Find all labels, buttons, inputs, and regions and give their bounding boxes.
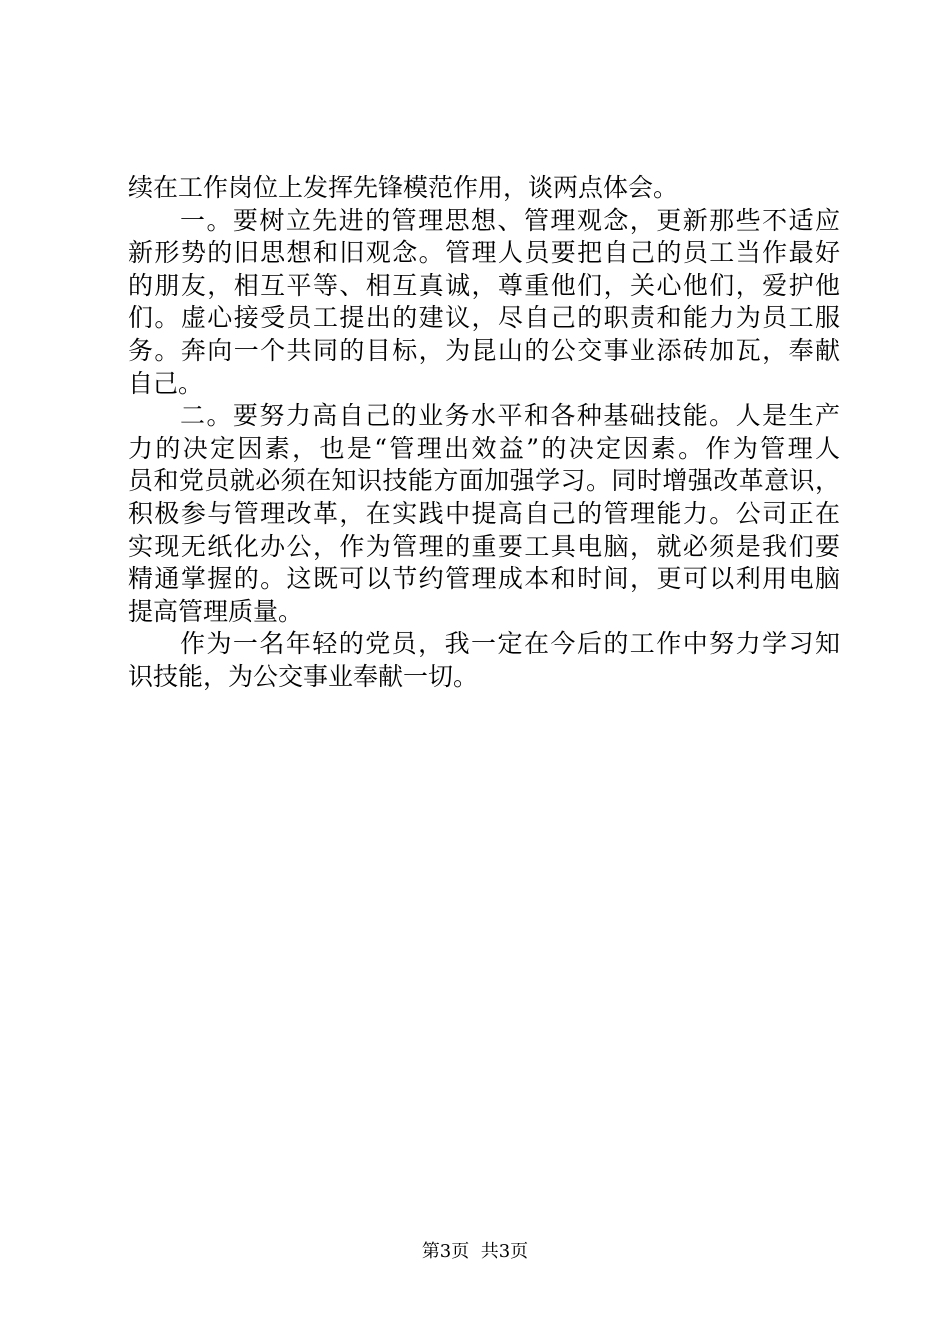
text-line: 们。虚心接受员工提出的建议，尽自己的职责和能力为员工服: [128, 303, 840, 333]
text-line: 作为一名年轻的党员，我一定在今后的工作中努力学习知: [180, 629, 840, 659]
text-line: 新形势的旧思想和旧观念。管理人员要把自己的员工当作最好: [128, 238, 840, 268]
paragraph: [128, 628, 840, 693]
paragraph: [128, 172, 840, 205]
text-line: 自己。: [128, 368, 204, 398]
text-line: 精通掌握的。这既可以节约管理成本和时间，更可以利用电脑: [128, 564, 840, 594]
text-line: 务。奔向一个共同的目标，为昆山的公交事业添砖加瓦，奉献: [128, 335, 840, 365]
paragraph: [128, 400, 840, 628]
text-line: 二。要努力高自己的业务水平和各种基础技能。人是生产: [180, 401, 840, 431]
text-line: 的朋友，相互平等、相互真诚，尊重他们，关心他们，爱护他: [128, 270, 840, 300]
page-footer: 第3页 共3页: [421, 1241, 529, 1262]
paragraph: [128, 205, 840, 401]
text-line: 一。要树立先进的管理思想、管理观念，更新那些不适应: [180, 205, 840, 235]
text-line: 力的决定因素，也是“管理出效益”的决定因素。作为管理人: [128, 433, 840, 463]
text-line: 提高管理质量。: [128, 596, 304, 626]
text-line: 实现无纸化办公，作为管理的重要工具电脑，就必须是我们要: [128, 531, 840, 561]
document-body: [128, 172, 840, 694]
text-line: 识技能，为公交事业奉献一切。: [128, 661, 479, 691]
text-line: 员和党员就必须在知识技能方面加强学习。同时增强改革意识，: [128, 466, 840, 496]
text-line: 积极参与管理改革，在实践中提高自己的管理能力。公司正在: [128, 498, 840, 528]
text-line: 续在工作岗位上发挥先锋模范作用，谈两点体会。: [128, 173, 679, 202]
